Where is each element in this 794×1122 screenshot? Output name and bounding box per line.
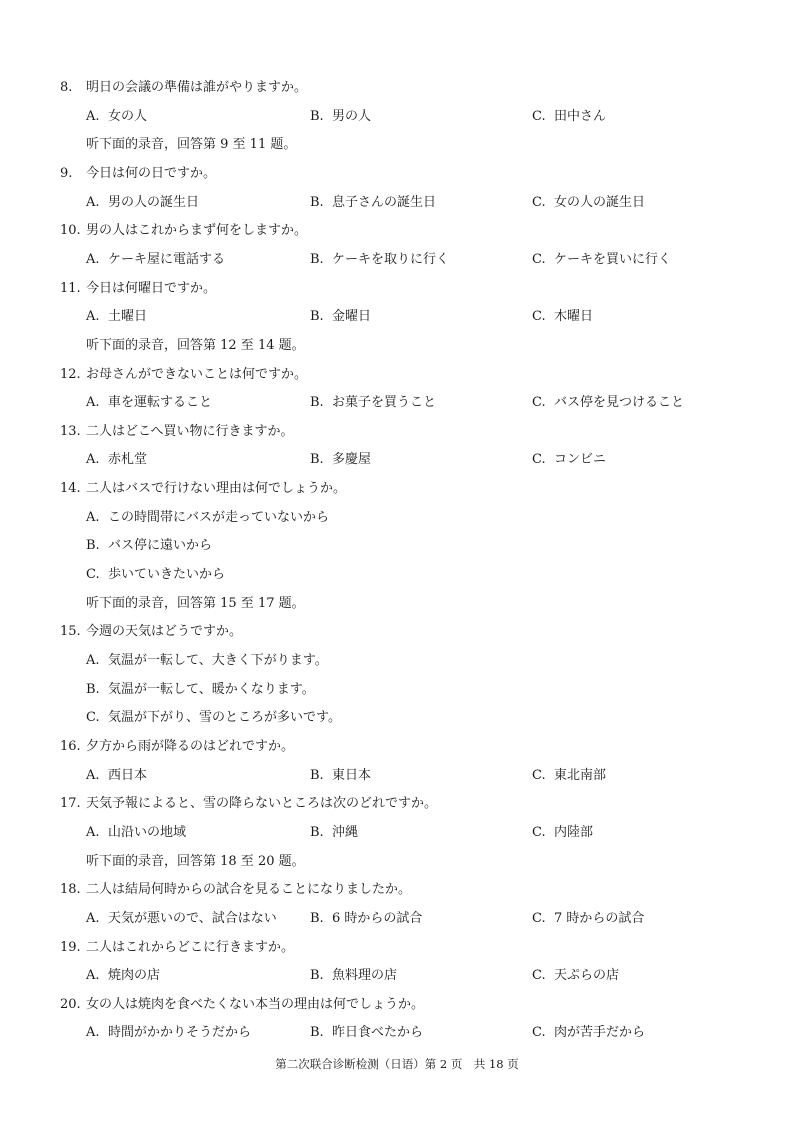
question-text: 男の人はこれからまず何をしますか。 <box>86 223 308 239</box>
option-text: 木曜日 <box>554 309 594 325</box>
option-label: B. <box>310 1025 324 1041</box>
option-text: コンビニ <box>554 452 607 468</box>
answer-option <box>532 825 593 841</box>
answer-option <box>532 109 606 125</box>
answer-option <box>86 825 186 841</box>
option-text: ケーキ屋に電話する <box>108 251 226 267</box>
answer-option <box>86 538 212 554</box>
question-text: 今日は何曜日ですか。 <box>86 280 217 296</box>
option-text: 天ぷらの店 <box>554 968 620 984</box>
answer-option <box>310 109 371 125</box>
question-number: 14. <box>60 481 81 497</box>
question-stem <box>60 80 308 96</box>
option-label: C. <box>532 108 546 124</box>
option-text: 時間がかかりそうだから <box>108 1025 252 1041</box>
question-number: 8. <box>60 80 73 95</box>
question-number: 11. <box>60 280 81 296</box>
option-text: バス停に遠いから <box>108 538 213 554</box>
question-stem <box>60 738 295 755</box>
question-number: 15. <box>60 624 81 640</box>
option-text: 女の人の誕生日 <box>554 194 646 210</box>
answer-option <box>86 768 147 784</box>
answer-option <box>310 768 371 784</box>
answer-option <box>532 195 645 211</box>
option-label: C. <box>532 452 546 468</box>
option-label: C. <box>532 309 546 325</box>
answer-option <box>310 968 397 984</box>
option-text: 土曜日 <box>108 309 148 325</box>
option-label: A. <box>86 395 100 411</box>
option-label: A. <box>86 653 100 668</box>
option-text: 金曜日 <box>332 309 372 325</box>
option-text: 田中さん <box>554 108 607 124</box>
option-text: 肉が苦手だから <box>554 1025 646 1041</box>
option-label: C. <box>86 710 100 726</box>
answer-option <box>86 653 328 669</box>
option-text: 気温が下がり、雪のところが多いです。 <box>108 710 341 726</box>
answer-option <box>310 911 422 927</box>
question-text: 夕方から雨が降るのはどれですか。 <box>86 738 295 754</box>
question-number: 20. <box>60 996 81 1012</box>
answer-option <box>86 109 147 125</box>
question-text: 二人はこれからどこに行きますか。 <box>86 939 295 955</box>
option-text: 山沿いの地域 <box>108 824 187 840</box>
option-label: B. <box>310 968 324 984</box>
option-label: A. <box>86 108 100 124</box>
question-text: お母さんができないことは何ですか。 <box>86 366 308 382</box>
option-text: 息子さんの誕生日 <box>332 194 437 210</box>
question-text: 二人はどこへ買い物に行きますか。 <box>86 423 294 439</box>
option-label: B. <box>310 910 324 926</box>
question-stem <box>60 939 295 956</box>
option-text: 男の人の誕生日 <box>108 194 200 210</box>
question-text: 天気予報によると、雪の降らないところは次のどれですか。 <box>86 796 438 812</box>
answer-option <box>310 252 449 268</box>
option-label: A. <box>86 1025 100 1041</box>
answer-option <box>86 195 199 211</box>
option-text: 焼肉の店 <box>108 968 161 984</box>
answer-option <box>86 1025 251 1041</box>
question-number: 16. <box>60 738 81 754</box>
question-text: 今日は何の日ですか。 <box>86 165 217 181</box>
option-label: C. <box>532 824 546 840</box>
answer-option <box>310 452 371 468</box>
option-label: B. <box>310 395 324 411</box>
question-number: 19. <box>60 939 81 955</box>
question-text: 今週の天気はどうですか。 <box>86 624 243 640</box>
option-label: B. <box>86 681 100 697</box>
answer-option <box>532 1025 645 1041</box>
option-label: B. <box>310 452 324 468</box>
option-label: C. <box>532 767 546 783</box>
answer-option <box>86 710 341 726</box>
question-stem <box>60 165 217 182</box>
answer-option <box>532 252 671 268</box>
question-number: 17. <box>60 796 81 812</box>
option-label: C. <box>532 194 546 210</box>
answer-option <box>532 452 606 468</box>
question-stem <box>60 481 347 497</box>
answer-option <box>532 768 606 784</box>
question-number: 9. <box>60 165 73 181</box>
option-text: お菓子を買うこと <box>332 395 437 411</box>
option-text: 内陸部 <box>554 824 594 840</box>
question-text: 二人は結局何時からの試合を見ることになりましたか。 <box>86 882 412 898</box>
option-text: バス停を見つけること <box>554 395 685 411</box>
option-text: 7 時からの試合 <box>554 910 645 926</box>
option-text: この時間帯にバスが走っていないから <box>108 509 330 525</box>
answer-option <box>86 911 277 927</box>
option-label: C. <box>532 251 546 267</box>
question-number: 13. <box>60 423 81 439</box>
option-label: A. <box>86 452 100 468</box>
question-text: 明日の会議の準備は誰がやりますか。 <box>86 80 308 95</box>
section-instruction: 听下面的录音，回答第 15 至 17 题。 <box>86 595 305 611</box>
option-text: 西日本 <box>108 767 148 783</box>
answer-option <box>86 395 212 411</box>
option-text: 沖縄 <box>332 824 359 840</box>
question-number: 10. <box>60 223 81 239</box>
option-label: A. <box>86 910 100 926</box>
question-stem <box>60 223 308 239</box>
option-text: 気温が一転して、大きく下がります。 <box>108 653 328 668</box>
answer-option <box>86 309 147 325</box>
option-label: B. <box>310 824 324 840</box>
option-text: 東北南部 <box>554 767 607 783</box>
option-label: C. <box>532 1025 546 1041</box>
option-text: 気温が一転して、暖かくなります。 <box>108 681 315 697</box>
section-instruction: 听下面的录音，回答第 9 至 11 题。 <box>86 137 297 153</box>
question-stem <box>60 996 425 1013</box>
answer-option <box>310 195 436 211</box>
option-label: A. <box>86 509 100 525</box>
answer-option <box>532 395 684 411</box>
option-label: B. <box>86 538 100 554</box>
question-stem <box>60 882 412 898</box>
question-text: 二人はバスで行けない理由は何でしょうか。 <box>86 481 347 497</box>
option-label: B. <box>310 767 324 783</box>
option-text: 昨日食べたから <box>332 1025 424 1041</box>
answer-option <box>86 968 160 984</box>
option-label: A. <box>86 251 100 267</box>
question-number: 12. <box>60 366 81 382</box>
option-label: C. <box>532 395 546 411</box>
question-stem <box>60 624 243 640</box>
answer-option <box>310 825 358 841</box>
option-label: A. <box>86 968 100 984</box>
section-instruction: 听下面的录音，回答第 18 至 20 题。 <box>86 853 305 869</box>
option-label: C. <box>86 567 100 582</box>
option-text: 女の人 <box>108 108 148 124</box>
option-text: 赤札堂 <box>108 452 148 468</box>
answer-option <box>86 567 225 583</box>
option-text: 魚料理の店 <box>332 968 398 984</box>
answer-option <box>86 452 147 468</box>
option-text: ケーキを買いに行く <box>554 251 672 267</box>
option-label: C. <box>532 910 546 926</box>
option-label: B. <box>310 251 324 267</box>
question-number: 18. <box>60 882 81 898</box>
option-text: 車を運転すること <box>108 395 213 411</box>
question-stem <box>60 366 308 383</box>
answer-option <box>532 968 619 984</box>
option-label: A. <box>86 824 100 840</box>
option-text: 男の人 <box>332 108 372 124</box>
option-text: 東日本 <box>332 767 372 783</box>
option-label: B. <box>310 194 324 210</box>
answer-option <box>86 682 315 698</box>
question-text: 女の人は焼肉を食べたくない本当の理由は何でしょうか。 <box>86 996 425 1012</box>
option-label: B. <box>310 108 324 124</box>
option-text: 多慶屋 <box>332 452 372 468</box>
answer-option <box>310 395 436 411</box>
option-label: A. <box>86 309 100 325</box>
answer-option <box>86 252 225 268</box>
option-text: ケーキを取りに行く <box>332 251 450 267</box>
option-text: 6 時からの試合 <box>332 910 423 926</box>
option-label: B. <box>310 309 324 325</box>
answer-option <box>532 309 593 325</box>
answer-option <box>310 1025 423 1041</box>
section-instruction: 听下面的录音，回答第 12 至 14 题。 <box>86 337 305 353</box>
option-label: A. <box>86 767 100 783</box>
option-text: 歩いていきたいから <box>108 567 226 582</box>
option-label: A. <box>86 194 100 210</box>
answer-option <box>86 510 329 526</box>
question-stem <box>60 796 438 812</box>
option-label: C. <box>532 968 546 984</box>
option-text: 天気が悪いので、試合はない <box>108 910 277 926</box>
question-stem <box>60 280 217 297</box>
question-stem <box>60 423 294 440</box>
answer-option <box>532 911 644 927</box>
page-footer: 第二次联合诊断检测（日语）第 2 页 共 18 页 <box>275 1057 519 1071</box>
answer-option <box>310 309 371 325</box>
